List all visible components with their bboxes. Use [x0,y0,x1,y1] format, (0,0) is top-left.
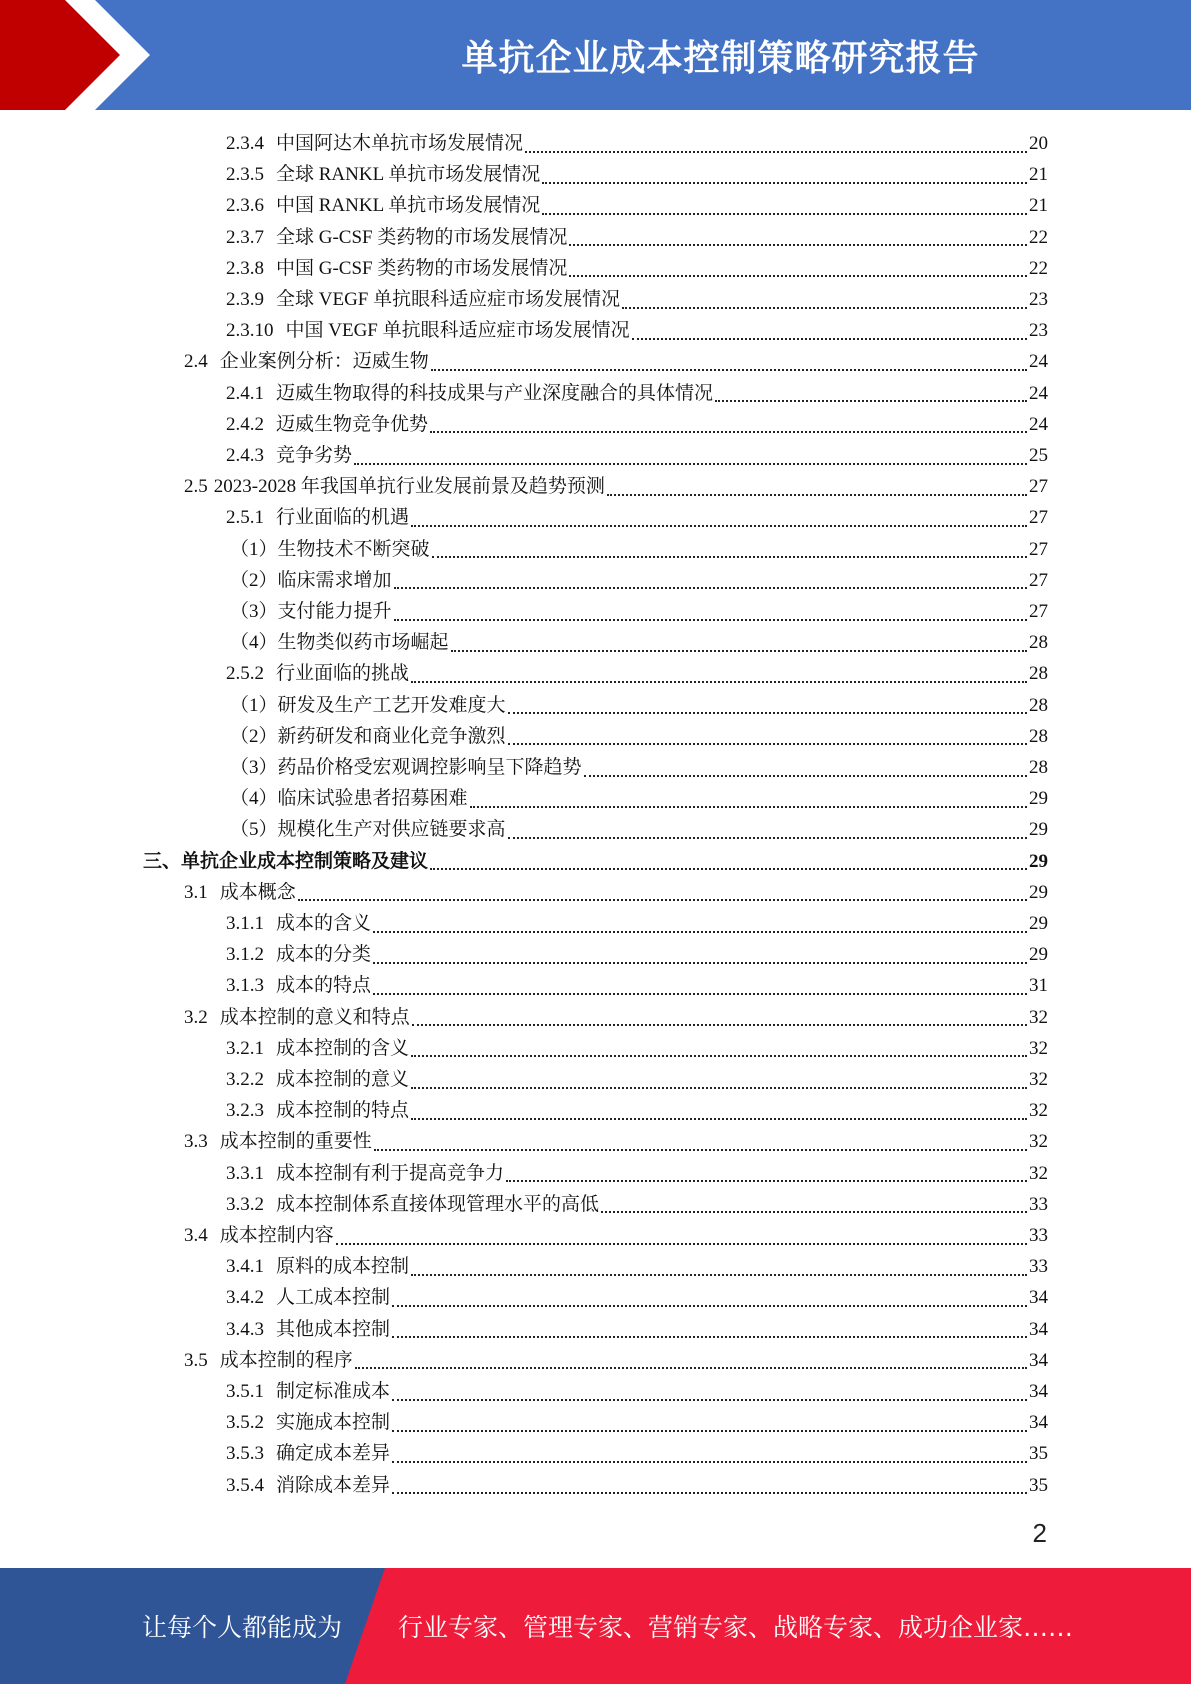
toc-entry-label [226,222,567,253]
toc-entry-title: 药品价格受宏观调控影响呈下降趋势 [277,757,582,778]
toc-entry-number: 2.4 [184,351,208,373]
toc-entry-title: 原料的成本控制 [276,1256,410,1278]
toc-entry-number: 3.1.2 [226,944,264,966]
toc-entry-title: 2023-2028 年我国单抗行业发展前景及趋势预测 [213,476,605,498]
toc-entry-title: 成本控制的含义 [276,1037,410,1059]
toc-entry[interactable] [226,315,1048,346]
toc-entry[interactable] [184,1002,1048,1033]
toc-entry-number: 3.5 [184,1349,208,1371]
toc-leader-dots [632,338,1027,340]
toc-leader-dots [336,1243,1027,1245]
toc-entry-page: 28 [1029,663,1048,685]
toc-entry-number: （1） [230,538,278,560]
toc-entry-title: 中国阿达木单抗市场发展情况 [276,133,524,154]
toc-entry-page: 29 [1029,881,1048,903]
toc-entry-title: 成本的含义 [276,913,372,934]
toc-entry[interactable] [226,440,1048,471]
toc-entry-number: （1） [230,694,278,716]
toc-entry[interactable] [143,846,1048,877]
toc-entry-title: 成本的特点 [276,975,372,997]
toc-entry-page: 34 [1029,1381,1048,1402]
toc-entry-page: 24 [1029,413,1048,435]
toc-entry-title: 研发及生产工艺开发难度大 [277,694,506,716]
toc-entry-number: 2.3.9 [226,289,264,310]
toc-entry[interactable] [226,939,1048,970]
toc-leader-dots [607,494,1027,496]
toc-entry-title: 生物类似药市场崛起 [277,632,449,654]
toc-entry[interactable] [184,1345,1048,1376]
toc-entry-page: 27 [1029,569,1048,591]
toc-entry-page: 23 [1029,289,1048,310]
toc-entry-page: 33 [1029,1193,1048,1215]
toc-entry-number: 3.1.1 [226,913,264,934]
toc-entry-label [226,378,713,409]
toc-entry-page: 27 [1029,476,1048,498]
toc-entry[interactable] [226,908,1048,939]
toc-entry-label [230,752,582,783]
toc-leader-dots [411,1118,1027,1120]
toc-entry[interactable] [230,752,1048,783]
toc-entry-number: （5） [230,819,278,841]
toc-entry-number: （2） [230,569,278,591]
toc-entry-label [226,440,352,471]
toc-entry-page: 29 [1029,819,1048,841]
toc-leader-dots [373,993,1027,995]
toc-entry-title: 竞争劣势 [276,445,353,466]
toc-leader-dots [622,307,1027,309]
toc-leader-dots [373,962,1027,964]
toc-entry-label [226,159,540,190]
toc-entry[interactable] [226,1407,1048,1438]
toc-entry-title: 成本控制的意义和特点 [219,1006,410,1028]
toc-entry[interactable] [226,1095,1048,1126]
toc-entry-title: 成本控制的意义 [276,1069,410,1090]
toc-entry-number: 3.4.2 [226,1287,264,1309]
toc-entry[interactable] [230,534,1048,565]
toc-entry-page: 28 [1029,632,1048,654]
toc-entry-title: 成本控制有利于提高竞争力 [276,1162,505,1184]
toc-leader-dots [394,587,1027,589]
toc-entry-number: 2.4.2 [226,413,264,435]
toc-entry-number: 2.3.8 [226,257,264,279]
toc-entry[interactable] [226,1189,1048,1220]
toc-leader-dots [355,1367,1027,1369]
toc-entry-label [230,721,506,752]
toc-entry-number: 3.5.1 [226,1381,264,1402]
toc-leader-dots [508,712,1027,714]
toc-entry-title: 全球 VEGF 单抗眼科适应症市场发展情况 [276,289,621,310]
footer-slogan-right: 行业专家、管理专家、营销专家、战略专家、成功企业家…… [398,1613,1074,1642]
toc-entry-title: 其他成本控制 [276,1318,391,1340]
toc-entry-number: 3.4.3 [226,1318,264,1340]
toc-entry-page: 32 [1029,1037,1048,1059]
toc-entry-label [226,1470,390,1501]
toc-entry-number: 3.5.2 [226,1412,264,1434]
toc-leader-dots [525,151,1027,153]
toc-entry-title: 成本控制内容 [219,1225,334,1246]
toc-entry[interactable] [230,814,1048,845]
toc-entry[interactable] [226,1251,1048,1282]
toc-entry-page: 29 [1029,944,1048,966]
toc-leader-dots [542,213,1027,215]
toc-entry-number: 3.5.4 [226,1474,264,1496]
toc-entry-label [143,846,428,877]
toc-entry-page: 29 [1029,913,1048,934]
toc-entry-title: 成本控制的程序 [219,1349,353,1371]
toc-entry-title: 全球 G-CSF 类药物的市场发展情况 [276,226,568,248]
toc-entry-number: 2.4.3 [226,445,264,466]
toc-entry-title: 成本的分类 [276,944,372,966]
toc-entry[interactable] [226,159,1048,190]
toc-entry-page: 23 [1029,320,1048,342]
toc-entry[interactable] [226,1470,1048,1501]
toc-entry-title: 规模化生产对供应链要求高 [277,819,506,841]
toc-entry[interactable] [226,128,1048,159]
toc-entry-page: 29 [1029,850,1048,872]
toc-leader-dots [431,369,1027,371]
toc-entry[interactable] [226,1314,1048,1345]
toc-entry-label [184,877,296,908]
page-header [0,0,1191,110]
toc-leader-dots [411,525,1027,527]
toc-entry-number: 3.5.3 [226,1443,264,1465]
toc-entry-title: 迈威生物取得的科技成果与产业深度融合的具体情况 [276,382,714,404]
toc-entry[interactable] [226,502,1048,533]
toc-entry-number: 2.3.10 [226,320,274,342]
toc-leader-dots [569,244,1027,246]
toc-entry[interactable] [230,690,1048,721]
toc-entry-label [226,315,630,346]
toc-entry-title: 成本控制体系直接体现管理水平的高低 [276,1193,600,1215]
toc-leader-dots [432,556,1027,558]
toc-entry-label [226,1064,409,1095]
toc-leader-dots [584,775,1027,777]
toc-entry-number: 3.3.2 [226,1193,264,1215]
toc-entry-label [230,783,468,814]
toc-leader-dots [411,1087,1027,1089]
toc-entry-number: 3.3.1 [226,1162,264,1184]
toc-entry-label [226,284,620,315]
toc-entry-label [226,1251,409,1282]
toc-leader-dots [430,431,1027,433]
toc-entry[interactable] [184,1220,1048,1251]
page-number: 2 [1032,1518,1047,1548]
toc-entry-label [226,1314,390,1345]
toc-entry-page: 34 [1029,1412,1048,1434]
toc-entry[interactable] [226,1282,1048,1313]
toc-entry-page: 33 [1029,1225,1048,1246]
toc-entry-page: 28 [1029,757,1048,778]
toc-entry-title: 成本控制的特点 [276,1100,410,1122]
toc-entry[interactable] [226,284,1048,315]
toc-entry-label [230,565,392,596]
toc-entry-page: 27 [1029,507,1048,529]
toc-leader-dots [394,619,1027,621]
toc-leader-dots [392,1399,1027,1401]
toc-entry-number: 2.5.1 [226,507,264,529]
toc-entry-label [226,1407,390,1438]
toc-entry-number: 3.1.3 [226,975,264,997]
toc-entry-number: 3.2.3 [226,1100,264,1122]
toc-entry-title: 支付能力提升 [277,601,392,622]
toc-entry[interactable] [226,1438,1048,1469]
toc-leader-dots [506,1180,1027,1182]
toc-leader-dots [392,1305,1027,1307]
toc-entry-number: （3） [230,757,278,778]
toc-entry-label [184,1126,372,1157]
toc-leader-dots [354,463,1027,465]
toc-entry-label [226,908,371,939]
toc-entry-title: 单抗企业成本控制策略及建议 [181,850,429,872]
toc-entry-page: 22 [1029,226,1048,248]
toc-entry-label [226,1282,390,1313]
toc-entry-number: 3.2.1 [226,1037,264,1059]
toc-entry-page: 22 [1029,257,1048,279]
toc-entry-title: 中国 VEGF 单抗眼科适应症市场发展情况 [285,320,630,342]
toc-entry-page: 24 [1029,382,1048,404]
toc-leader-dots [569,275,1027,277]
toc-entry[interactable] [230,627,1048,658]
toc-entry[interactable] [226,1033,1048,1064]
toc-entry[interactable] [230,565,1048,596]
toc-entry-title: 确定成本差异 [276,1443,391,1465]
toc-entry-label [226,1189,599,1220]
toc-entry-title: 制定标准成本 [276,1381,391,1402]
toc-entry[interactable] [230,596,1048,627]
toc-leader-dots [470,806,1027,808]
toc-entry[interactable] [226,190,1048,221]
toc-entry-page: 24 [1029,351,1048,373]
toc-entry-title: 生物技术不断突破 [277,538,430,560]
toc-entry[interactable] [184,471,1048,502]
toc-leader-dots [411,1055,1027,1057]
toc-entry-title: 新药研发和商业化竞争激烈 [277,725,506,747]
toc-entry-label [226,190,540,221]
toc-entry[interactable] [226,253,1048,284]
toc-entry-title: 中国 G-CSF 类药物的市场发展情况 [276,257,568,279]
toc-entry[interactable] [226,409,1048,440]
toc-entry-page: 33 [1029,1256,1048,1278]
toc-entry[interactable] [226,378,1048,409]
toc-entry-label [230,814,506,845]
toc-entry-label [226,939,371,970]
toc-entry-page: 25 [1029,445,1048,466]
toc-entry-label [230,627,449,658]
toc-entry[interactable] [184,877,1048,908]
toc-entry-page: 21 [1029,195,1048,217]
toc-entry-page: 34 [1029,1349,1048,1371]
toc-entry-page: 27 [1029,601,1048,622]
toc-leader-dots [451,650,1027,652]
toc-entry-number: 3.1 [184,881,208,903]
toc-entry-page: 35 [1029,1474,1048,1496]
toc-entry-number: 3.2.2 [226,1069,264,1090]
toc-entry-page: 21 [1029,164,1048,186]
toc-leader-dots [411,681,1027,683]
toc-entry[interactable] [226,1064,1048,1095]
toc-entry-title: 行业面临的机遇 [276,507,410,529]
toc-entry[interactable] [230,783,1048,814]
toc-entry[interactable] [226,1376,1048,1407]
toc-entry-number: 2.3.7 [226,226,264,248]
toc-entry-title: 迈威生物竞争优势 [276,413,429,435]
toc-entry-title: 实施成本控制 [276,1412,391,1434]
toc-entry-page: 34 [1029,1318,1048,1340]
toc-entry-page: 32 [1029,1100,1048,1122]
toc-entry-label [226,1033,409,1064]
toc-entry-page: 35 [1029,1443,1048,1465]
toc-leader-dots [374,1149,1027,1151]
toc-entry-page: 32 [1029,1131,1048,1153]
toc-leader-dots [412,1024,1027,1026]
toc-entry-label [184,1345,353,1376]
toc-entry[interactable] [184,1126,1048,1157]
toc-entry[interactable] [226,222,1048,253]
toc-leader-dots [392,1461,1027,1463]
toc-entry-page: 32 [1029,1162,1048,1184]
toc-entry-number: 2.3.6 [226,195,264,217]
toc-entry[interactable] [226,1158,1048,1189]
toc-entry-page: 28 [1029,694,1048,716]
toc-entry-label [226,1376,390,1407]
toc-entry-title: 成本控制的重要性 [219,1131,372,1153]
footer-slogan-left: 让每个人都能成为 [142,1613,343,1642]
toc-entry-label [230,690,506,721]
toc-entry-label [184,1220,334,1251]
toc-entry-label [226,1095,409,1126]
toc-entry-number: 3.4 [184,1225,208,1246]
toc-entry-title: 中国 RANKL 单抗市场发展情况 [276,195,541,217]
toc-leader-dots [411,1274,1027,1276]
toc-entry-title: 临床需求增加 [277,569,392,591]
toc-leader-dots [601,1211,1027,1213]
toc-entry-page: 27 [1029,538,1048,560]
toc-leader-dots [508,837,1027,839]
toc-leader-dots [373,931,1027,933]
toc-leader-dots [298,899,1027,901]
toc-entry-number: 2.4.1 [226,382,264,404]
toc-entry-title: 成本概念 [219,881,296,903]
toc-entry-label [226,502,409,533]
toc-entry-number: （3） [230,601,278,622]
toc-entry-page: 34 [1029,1287,1048,1309]
page-footer [0,1568,1191,1684]
toc-entry-label [184,1002,410,1033]
toc-leader-dots [392,1492,1027,1494]
toc-entry-label [226,970,371,1001]
toc-entry-number: 三、 [143,850,182,872]
toc-entry-title: 全球 RANKL 单抗市场发展情况 [276,164,541,186]
toc-entry-page: 28 [1029,725,1048,747]
toc-entry-number: （2） [230,725,278,747]
toc-leader-dots [715,400,1027,402]
toc-entry-title: 行业面临的挑战 [276,663,410,685]
toc-entry-page: 20 [1029,133,1048,154]
toc-entry[interactable] [184,346,1048,377]
toc-entry-label [226,1158,504,1189]
toc-entry-label [226,253,567,284]
toc-entry-label [184,471,605,502]
toc-entry-title: 人工成本控制 [276,1287,391,1309]
header-arrow-decoration [0,0,200,110]
report-title: 单抗企业成本控制策略研究报告 [461,37,980,79]
toc-entry-title: 企业案例分析：迈威生物 [219,351,429,373]
toc-entry-number: 2.5.2 [226,663,264,685]
toc-entry-page: 32 [1029,1006,1048,1028]
toc-entry-title: 临床试验患者招募困难 [277,788,468,810]
toc-entry[interactable] [230,721,1048,752]
toc-entry-title: 消除成本差异 [276,1474,391,1496]
toc-entry-number: 2.5 [184,476,208,498]
toc-entry-label [226,128,523,159]
toc-entry-number: （4） [230,632,278,654]
toc-leader-dots [392,1430,1027,1432]
toc-entry-number: （4） [230,788,278,810]
toc-entry-label [226,1438,390,1469]
toc-leader-dots [508,743,1027,745]
toc-entry-number: 3.4.1 [226,1256,264,1278]
toc-entry-label [226,658,409,689]
toc-entry[interactable] [226,970,1048,1001]
toc-entry-number: 3.3 [184,1131,208,1153]
toc-leader-dots [542,182,1027,184]
toc-entry-label [230,534,430,565]
toc-entry-page: 29 [1029,788,1048,810]
toc-entry[interactable] [226,658,1048,689]
toc-leader-dots [430,868,1027,870]
toc-entry-page: 32 [1029,1069,1048,1090]
toc-entry-label [184,346,429,377]
toc-entry-number: 2.3.4 [226,133,264,154]
toc-leader-dots [392,1336,1027,1338]
toc-entry-page: 31 [1029,975,1048,997]
toc-entry-label [226,409,428,440]
toc-entry-number: 2.3.5 [226,164,264,186]
toc-entry-number: 3.2 [184,1006,208,1028]
toc-entry-label [230,596,392,627]
